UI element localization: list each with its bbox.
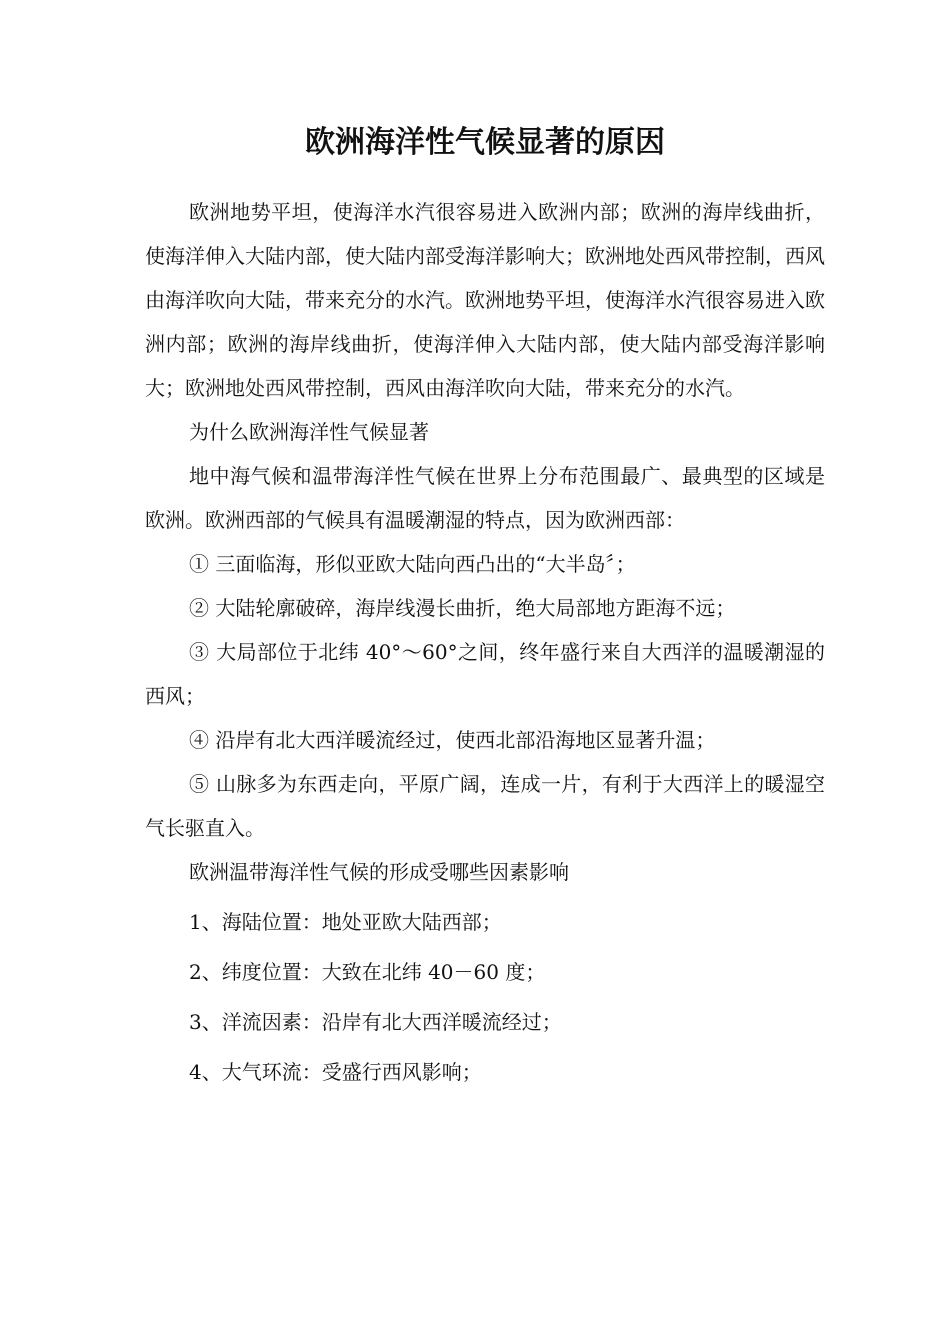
- factor-item-4: 4、大气环流：受盛行西风影响；: [189, 1060, 482, 1084]
- paragraph-mediterranean: 地中海气候和温带海洋性气候在世界上分布范围最广、最典型的区域是欧洲。欧洲西部的气候具有温暖潮湿的特点，因为欧洲西部：: [145, 464, 825, 532]
- factor-item-1: 1、海陆位置：地处亚欧大陆西部；: [189, 910, 502, 934]
- subheading-factors: 欧洲温带海洋性气候的形成受哪些因素影响: [189, 860, 569, 884]
- list-item-5: ⑤ 山脉多为东西走向，平原广阔，连成一片，有利于大西洋上的暖湿空气长驱直入。: [145, 772, 825, 840]
- paragraph-intro: 欧洲地势平坦，使海洋水汽很容易进入欧洲内部；欧洲的海岸线曲折，使海洋伸入大陆内部，使大陆内部受海洋影响大；欧洲地处西风带控制，西风由海洋吹向大陆，带来充分的水汽。欧洲地势平坦，使海洋水汽很容易进入欧洲内部；欧洲的海岸线曲折，使海洋伸入大陆内部，使大陆内部受海洋影响大；欧洲地处西风带控制，西风由海洋吹向大陆，带来充分的水汽。: [145, 200, 825, 400]
- list-item-2: ② 大陆轮廓破碎，海岸线漫长曲折，绝大局部地方距海不远；: [189, 596, 736, 620]
- list-item-4: ④ 沿岸有北大西洋暖流经过，使西北部沿海地区显著升温；: [189, 728, 716, 752]
- document-body: [145, 118, 825, 1094]
- factor-item-3: 3、洋流因素：沿岸有北大西洋暖流经过；: [189, 1010, 562, 1034]
- factor-item-2: 2、纬度位置：大致在北纬 40－60 度；: [189, 960, 546, 984]
- list-item-3: ③ 大局部位于北纬 40°～60°之间，终年盛行来自大西洋的温暖潮湿的西风；: [145, 640, 825, 708]
- subheading-why: 为什么欧洲海洋性气候显著: [189, 420, 429, 444]
- list-item-1: ① 三面临海，形似亚欧大陆向西凸出的“大半岛〞；: [189, 552, 636, 576]
- document-title: 欧洲海洋性气候显著的原因: [305, 125, 665, 160]
